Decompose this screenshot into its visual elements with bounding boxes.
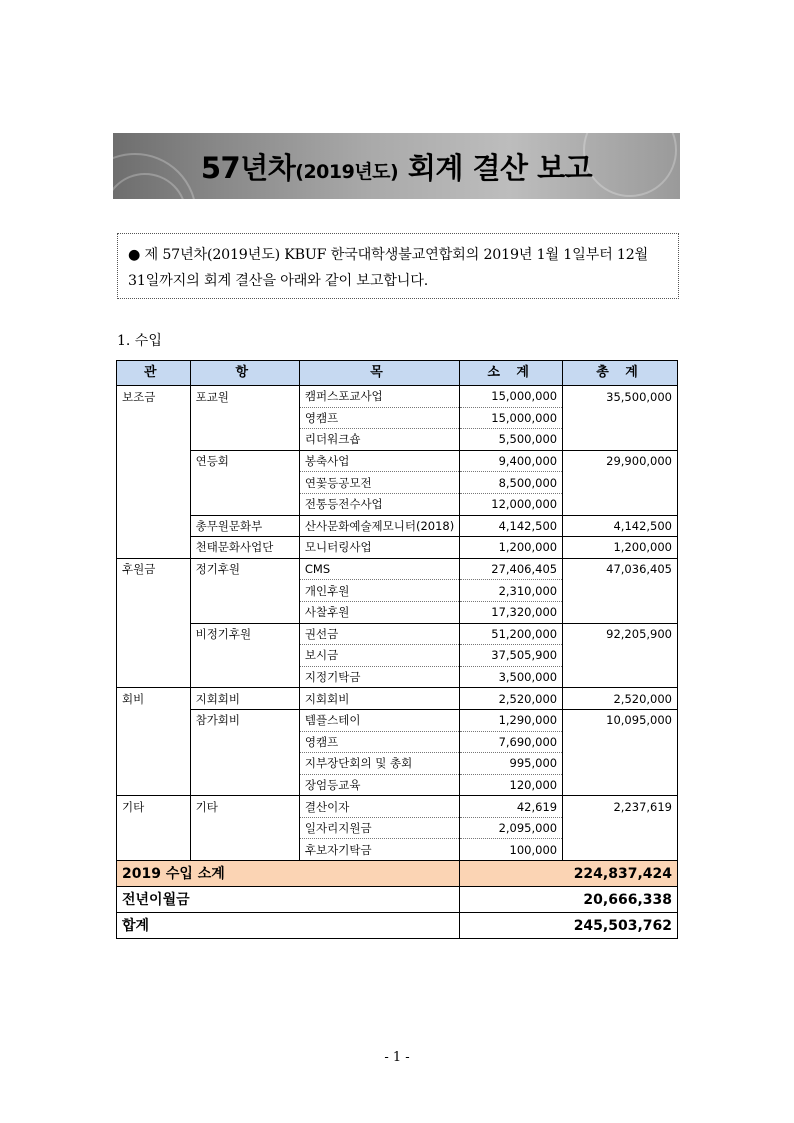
cell-total (563, 407, 678, 429)
cell-hang (190, 601, 299, 623)
notice-text: 제 57년차(2019년도) KBUF 한국대학생불교연합회의 2019년 1월 1일부터 12월 31일까지의 회계 결산을 아래와 같이 보고합니다. (128, 247, 649, 289)
table-row (117, 731, 678, 753)
cell-sub: 995,000 (460, 753, 563, 775)
cell-gwan (117, 515, 191, 537)
table-row (117, 429, 678, 451)
cell-sub: 12,000,000 (460, 493, 563, 515)
cell-gwan: 기타 (117, 796, 191, 818)
table-row (117, 450, 678, 472)
summary-label: 합계 (117, 913, 460, 939)
cell-sub: 1,290,000 (460, 709, 563, 731)
cell-total: 10,095,000 (563, 709, 678, 731)
table-row (117, 601, 678, 623)
table-row (117, 688, 678, 710)
column-header: 소 계 (460, 361, 563, 386)
bullet-icon: ● (128, 247, 141, 263)
cell-total: 4,142,500 (563, 515, 678, 537)
section-title: 1. 수입 (117, 333, 162, 349)
cell-mok: 전통등전수사업 (299, 493, 459, 515)
cell-hang (190, 666, 299, 688)
table-row (117, 839, 678, 861)
table-row (117, 558, 678, 580)
column-header: 관 (117, 361, 191, 386)
cell-sub: 4,142,500 (460, 515, 563, 537)
cell-total: 92,205,900 (563, 623, 678, 645)
cell-sub: 15,000,000 (460, 386, 563, 408)
summary-row (117, 887, 678, 913)
cell-total (563, 472, 678, 494)
cell-hang (190, 774, 299, 796)
cell-hang (190, 472, 299, 494)
cell-hang (190, 407, 299, 429)
cell-hang: 총무원문화부 (190, 515, 299, 537)
cell-hang: 포교원 (190, 386, 299, 408)
title-banner (113, 133, 680, 199)
cell-sub: 17,320,000 (460, 601, 563, 623)
cell-sub: 100,000 (460, 839, 563, 861)
summary-row (117, 861, 678, 887)
cell-gwan (117, 753, 191, 775)
cell-total: 47,036,405 (563, 558, 678, 580)
cell-total: 29,900,000 (563, 450, 678, 472)
cell-mok: 지부장단회의 및 총회 (299, 753, 459, 775)
cell-mok: 권선금 (299, 623, 459, 645)
cell-sub: 5,500,000 (460, 429, 563, 451)
cell-hang (190, 493, 299, 515)
cell-gwan (117, 450, 191, 472)
cell-hang (190, 645, 299, 667)
cell-total (563, 817, 678, 839)
cell-sub: 2,310,000 (460, 580, 563, 602)
table-row (117, 817, 678, 839)
table-header-row (117, 361, 678, 386)
cell-mok: 일자리지원금 (299, 817, 459, 839)
cell-sub: 2,095,000 (460, 817, 563, 839)
cell-gwan (117, 623, 191, 645)
summary-value: 224,837,424 (460, 861, 678, 887)
cell-mok: 후보자기탁금 (299, 839, 459, 861)
cell-gwan: 후원금 (117, 558, 191, 580)
table-row (117, 753, 678, 775)
cell-mok: 모니터링사업 (299, 537, 459, 559)
cell-sub: 2,520,000 (460, 688, 563, 710)
cell-sub: 51,200,000 (460, 623, 563, 645)
cell-mok: 지정기탁금 (299, 666, 459, 688)
cell-sub: 3,500,000 (460, 666, 563, 688)
cell-total: 2,237,619 (563, 796, 678, 818)
cell-hang: 비정기후원 (190, 623, 299, 645)
cell-mok: 캠퍼스포교사업 (299, 386, 459, 408)
table-row (117, 537, 678, 559)
cell-sub: 27,406,405 (460, 558, 563, 580)
cell-mok: 보시금 (299, 645, 459, 667)
cell-sub: 8,500,000 (460, 472, 563, 494)
cell-sub: 9,400,000 (460, 450, 563, 472)
cell-total (563, 645, 678, 667)
income-table (116, 360, 678, 939)
table-row (117, 645, 678, 667)
cell-hang: 정기후원 (190, 558, 299, 580)
cell-mok: 사찰후원 (299, 601, 459, 623)
cell-gwan (117, 645, 191, 667)
cell-hang: 지회회비 (190, 688, 299, 710)
cell-hang: 연등회 (190, 450, 299, 472)
cell-gwan (117, 839, 191, 861)
cell-sub: 120,000 (460, 774, 563, 796)
cell-total (563, 580, 678, 602)
cell-sub: 7,690,000 (460, 731, 563, 753)
column-header: 항 (190, 361, 299, 386)
cell-total (563, 753, 678, 775)
cell-total: 35,500,000 (563, 386, 678, 408)
summary-value: 20,666,338 (460, 887, 678, 913)
cell-mok: 장엄등교육 (299, 774, 459, 796)
cell-hang (190, 817, 299, 839)
cell-hang: 천태문화사업단 (190, 537, 299, 559)
cell-mok: 연꽃등공모전 (299, 472, 459, 494)
table-row (117, 472, 678, 494)
column-header: 목 (299, 361, 459, 386)
column-header: 총 계 (563, 361, 678, 386)
cell-gwan: 보조금 (117, 386, 191, 408)
table-row (117, 774, 678, 796)
cell-mok: CMS (299, 558, 459, 580)
table-row (117, 796, 678, 818)
cell-mok: 영캠프 (299, 731, 459, 753)
cell-total (563, 774, 678, 796)
cell-sub: 1,200,000 (460, 537, 563, 559)
table-row (117, 623, 678, 645)
cell-hang (190, 429, 299, 451)
cell-gwan (117, 493, 191, 515)
cell-gwan (117, 731, 191, 753)
cell-hang (190, 580, 299, 602)
cell-gwan (117, 601, 191, 623)
table-row (117, 407, 678, 429)
cell-gwan (117, 472, 191, 494)
cell-total: 1,200,000 (563, 537, 678, 559)
cell-mok: 템플스테이 (299, 709, 459, 731)
cell-mok: 영캠프 (299, 407, 459, 429)
summary-label: 2019 수입 소계 (117, 861, 460, 887)
page-number: - 1 - (384, 1050, 410, 1065)
page-title: 57년차(2019년도) 회계 결산 보고 (200, 151, 593, 185)
cell-gwan: 회비 (117, 688, 191, 710)
cell-gwan (117, 709, 191, 731)
cell-hang (190, 753, 299, 775)
cell-mok: 지회회비 (299, 688, 459, 710)
summary-value: 245,503,762 (460, 913, 678, 939)
cell-mok: 개인후원 (299, 580, 459, 602)
cell-mok: 리더워크숍 (299, 429, 459, 451)
cell-mok: 산사문화예술제모니터(2018) (299, 515, 459, 537)
cell-total (563, 731, 678, 753)
cell-total (563, 666, 678, 688)
cell-hang (190, 839, 299, 861)
cell-gwan (117, 774, 191, 796)
cell-total (563, 839, 678, 861)
cell-total: 2,520,000 (563, 688, 678, 710)
cell-total (563, 601, 678, 623)
cell-sub: 42,619 (460, 796, 563, 818)
cell-hang (190, 731, 299, 753)
cell-gwan (117, 407, 191, 429)
cell-mok: 봉축사업 (299, 450, 459, 472)
cell-mok: 결산이자 (299, 796, 459, 818)
cell-gwan (117, 537, 191, 559)
notice-box (117, 233, 679, 299)
cell-gwan (117, 580, 191, 602)
cell-hang: 기타 (190, 796, 299, 818)
cell-sub: 15,000,000 (460, 407, 563, 429)
summary-label: 전년이월금 (117, 887, 460, 913)
cell-total (563, 429, 678, 451)
summary-row (117, 913, 678, 939)
cell-gwan (117, 817, 191, 839)
cell-total (563, 493, 678, 515)
cell-gwan (117, 429, 191, 451)
table-row (117, 666, 678, 688)
table-row (117, 709, 678, 731)
table-row (117, 580, 678, 602)
table-row (117, 515, 678, 537)
table-row (117, 493, 678, 515)
table-row (117, 386, 678, 408)
cell-sub: 37,505,900 (460, 645, 563, 667)
cell-gwan (117, 666, 191, 688)
cell-hang: 참가회비 (190, 709, 299, 731)
